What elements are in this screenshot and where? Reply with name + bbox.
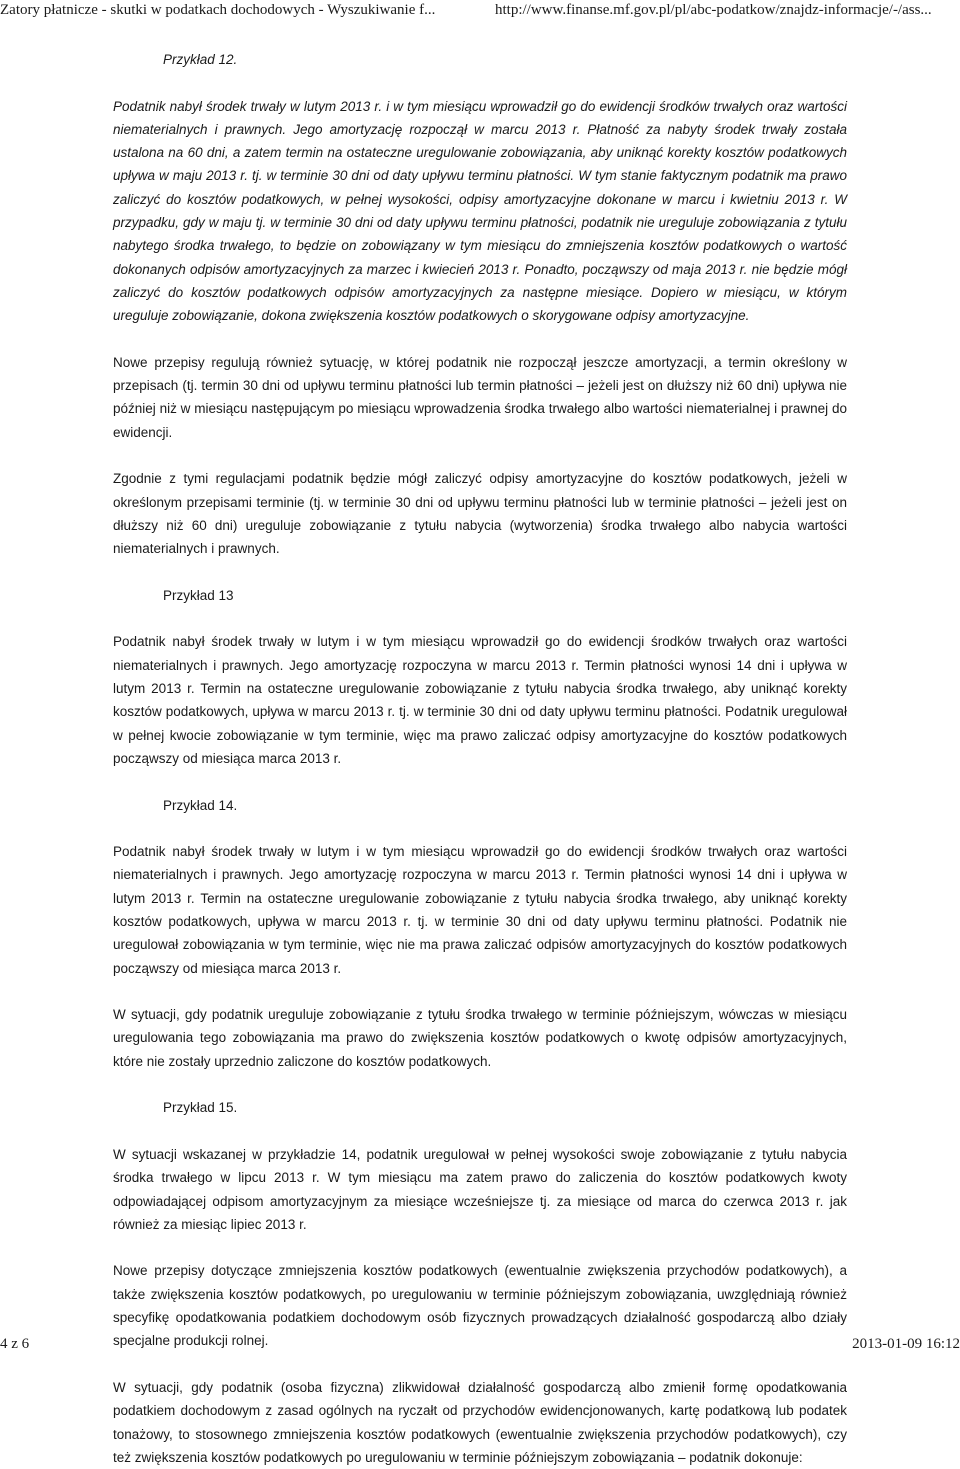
example-14-followup: W sytuacji, gdy podatnik ureguluje zobowiązanie z tytułu środka trwałego w terminie późniejszym, wówczas w miesiącu uregulowania tego zobowiązania ma prawo do zwiększenia kosztów podatkowych o kwotę odpisów amortyzacyjnych, które nie zostały uprzednio zaliczone do kosztów podatkowych. bbox=[113, 1007, 847, 1069]
example-15-text: W sytuacji wskazanej w przykładzie 14, podatnik uregulował w pełnej wysokości swoje zobowiązanie z tytułu nabycia środka trwałego w lipcu 2013 r. W tym miesiącu ma zatem prawo do zaliczenia do kosztów podatkowych kwoty odpowiadającej odpisom amortyzacyjnym za miesiące wcześniejsze tj. za miesiące od marca do czerwca 2013 r. jak również za miesiąc lipiec 2013 r. bbox=[113, 1146, 847, 1232]
print-header bbox=[0, 0, 960, 20]
paragraph-cost-reduction: Nowe przepisy dotyczące zmniejszenia kosztów podatkowych (ewentualnie zwiększenia przychodów podatkowych), a także zwiększenia kosztów podatkowych, po uregulowaniu w terminie późniejszym zobowiązania, uwzględniają również specyfikę opodatkowania podatkiem dochodowym osób fizycznych prowadzących działalność gospodarczą albo działy specjalne produkcji rolnej. bbox=[113, 1263, 847, 1349]
page-number: 4 z 6 bbox=[0, 1336, 30, 1352]
example-14-heading: Przykład 14. bbox=[163, 797, 238, 813]
paragraph-regulations: Zgodnie z tymi regulacjami podatnik będzie mógł zaliczyć odpisy amortyzacyjne do kosztów podatkowych, jeżeli w określonym przepisami terminie (tj. w terminie 30 dni od upływu terminu płatności lub w terminie płatności – jeżeli jest on dłuższy niż 60 dni) ureguluje zobowiązanie z tytułu nabycia (wytworzenia) środka trwałego albo nabycia wartości niematerialnych i prawnych. bbox=[113, 471, 847, 557]
page-title: Zatory płatnicze - skutki w podatkach dochodowych - Wyszukiwanie f... bbox=[0, 2, 436, 18]
page-url[interactable]: http://www.finanse.mf.gov.pl/pl/abc-podatkow/znajdz-informacje/-/ass... bbox=[495, 2, 932, 18]
example-12-heading: Przykład 12. bbox=[163, 52, 238, 67]
example-12-text: Podatnik nabył środek trwały w lutym 2013 r. i w tym miesiącu wprowadził go do ewidencji środków trwałych oraz wartości niematerialnych i prawnych. Jego amortyzację rozpoczął w marcu 2013 r. Płatność za nabyty środek trwały została ustalona na 60 dni, a zatem termin na ostateczne uregulowanie zobowiązania, aby uniknąć korekty kosztów podatkowych upływa w maju 2013 r. tj. w terminie 30 dni od daty upływu terminu płatności. W tym stanie faktycznym podatnik ma prawo zaliczyć do kosztów podatkowych, w pełnej wysokości, odpisy amortyzacyjne dokonane w marcu i kwietniu 2013 r. W przypadku, gdy w maju tj. w terminie 30 dni od daty upływu terminu płatności, podatnik nie ureguluje zobowiązania z tytułu nabytego środka trwałego, to będzie on zobowiązany w tym miesiącu do zmniejszenia kosztów podatkowych o wartość dokonanych odpisów amortyzacyjnych za marzec i kwiecień 2013 r. Ponadto, począwszy od maja 2013 r. nie będzie mógł zaliczyć do kosztów podatkowych odpisów amortyzacyjnych za następne miesiące. Dopiero w miesiącu, w którym ureguluje zobowiązanie, dokona zwiększenia kosztów podatkowych o skorygowane odpisy amortyzacyjne. bbox=[113, 98, 847, 324]
print-footer bbox=[0, 1335, 960, 1354]
paragraph-new-rules: Nowe przepisy regulują również sytuację, w której podatnik nie rozpoczął jeszcze amortyzacji, a termin określony w przepisach (tj. termin 30 dni od upływu terminu płatności lub termin płatności – jeżeli jest on dłuższy niż 60 dni) upływa nie później niż w miesiącu następującym po miesiącu wprowadzenia środka trwałego albo wartości niematerialnej i prawnej do ewidencji. bbox=[113, 354, 847, 440]
example-13-heading: Przykład 13 bbox=[163, 587, 234, 603]
print-datetime: 2013-01-09 16:12 bbox=[852, 1336, 960, 1352]
paragraph-liquidation: W sytuacji, gdy podatnik (osoba fizyczna) zlikwidował działalność gospodarczą albo zmienił formę opodatkowania podatkiem dochodowym z zasad ogólnych na ryczałt od przychodów ewidencjonowanych, kartę podatkową lub podatek tonażowy, to stosownego zmniejszenia kosztów podatkowych (ewentualnie zwiększenia przychodów podatkowych), czy też zwiększenia kosztów podatkowych po uregulowaniu w terminie późniejszym zobowiązania – podatnik dokonuje: bbox=[113, 1379, 847, 1465]
example-15-heading: Przykład 15. bbox=[163, 1100, 238, 1116]
article-body bbox=[113, 48, 847, 1465]
example-13-text: Podatnik nabył środek trwały w lutym i w tym miesiącu wprowadził go do ewidencji środków trwałych oraz wartości niematerialnych i prawnych. Jego amortyzację rozpoczyna w marcu 2013 r. Termin płatności wynosi 14 dni i upływa w lutym 2013 r. Termin na ostateczne uregulowanie zobowiązanie z tytułu nabycia środka trwałego, aby uniknąć korekty kosztów podatkowych, upływa w marcu 2013 r. tj. w terminie 30 dni od daty upływu terminu płatności. Podatnik uregulował w pełnej kwocie zobowiązanie w tym terminie, więc ma prawo zaliczać odpisy amortyzacyjne do kosztów podatkowych począwszy od miesiąca marca 2013 r. bbox=[113, 634, 847, 766]
example-14-text: Podatnik nabył środek trwały w lutym i w tym miesiącu wprowadził go do ewidencji środków trwałych oraz wartości niematerialnych i prawnych. Jego amortyzację rozpoczyna w marcu 2013 r. Termin płatności wynosi 14 dni i upływa w lutym 2013 r. Termin na ostateczne uregulowanie zobowiązanie z tytułu nabycia środka trwałego, aby uniknąć korekty kosztów podatkowych, upływa w marcu 2013 r. tj. w terminie 30 dni od daty upływu terminu płatności. Podatnik nie uregulował zobowiązania w tym terminie, więc nie ma prawa zaliczać odpisów amortyzacyjnych do kosztów podatkowych począwszy od miesiąca marca 2013 r. bbox=[113, 844, 847, 976]
